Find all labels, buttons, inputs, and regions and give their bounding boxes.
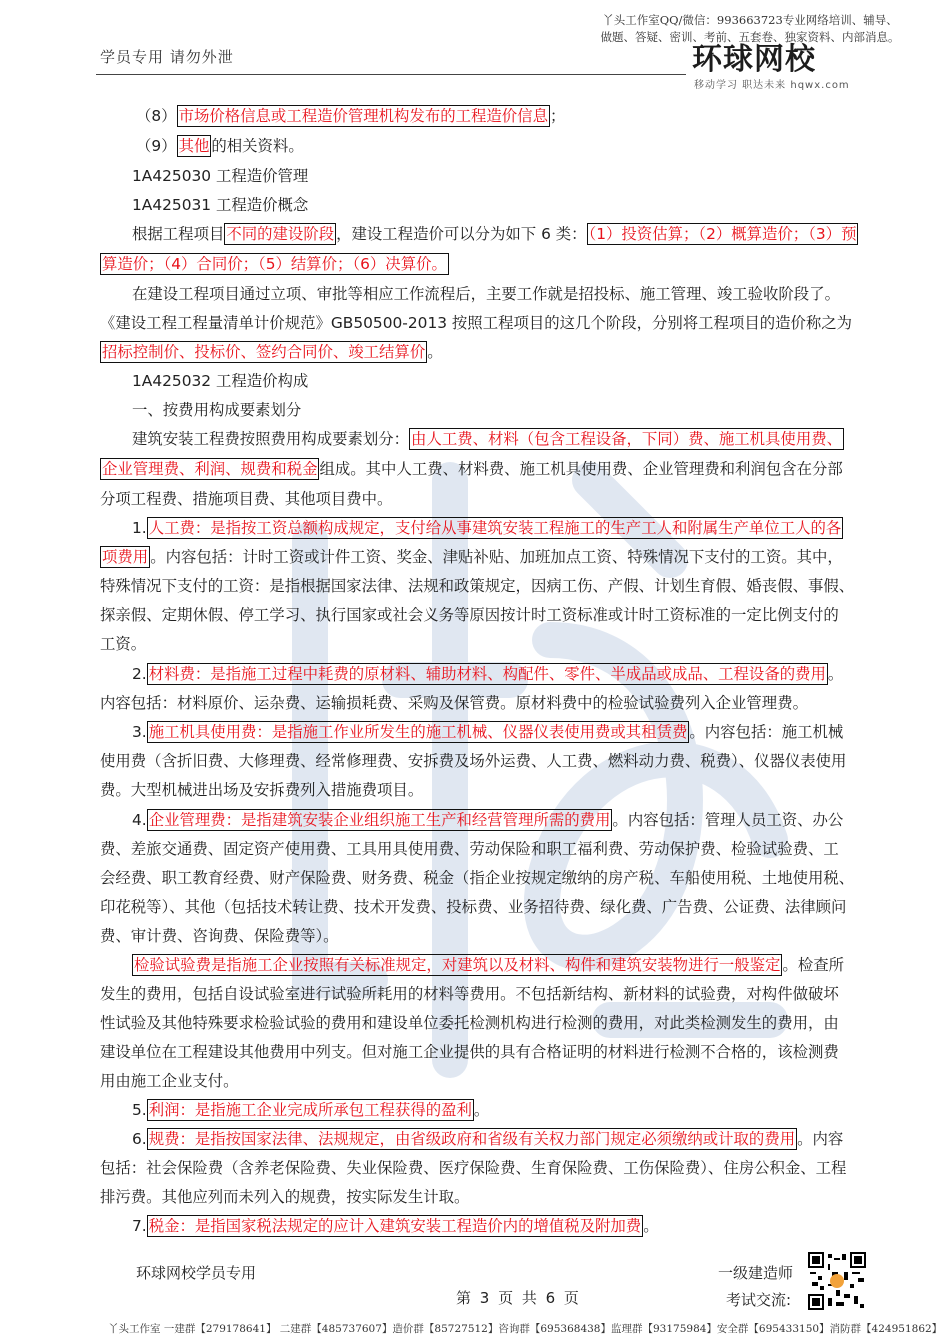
key-point: 规费：是指按国家法律、法规规定，由省级政府和省级有关权力部门规定必须缴纳或计取的费用 [148, 1130, 796, 1148]
text-line: （8） 市场价格信息或工程造价管理机构发布的工程造价信息 ； [136, 107, 566, 125]
section-heading: 一、按费用构成要素划分 [132, 401, 302, 419]
text-line: 6. 规费：是指按国家法律、法规规定，由省级政府和省级有关权力部门规定必须缴纳或计取的费用 。内容 [132, 1130, 844, 1148]
text-line: （9） 其他 的相关资料。 [136, 137, 304, 155]
text-line: 《建设工程工程量清单计价规范》GB50500-2013 按照工程项目的这几个阶段，分别将工程项目的造价称之为 [100, 314, 853, 332]
contact-line-2: 做题、答疑、密训、考前、五套卷、独家资料、内部消息。 [600, 30, 900, 44]
key-point: 企业管理费：是指建筑安装企业组织施工生产和经营管理所需的费用 [148, 811, 611, 829]
key-point: 材料费：是指施工过程中耗费的原材料、辅助材料、构配件、零件、半成品或成品、工程设备的费用 [148, 665, 826, 683]
text-line: 内容包括：材料原价、运杂费、运输损耗费、采购及保管费。原材料费中的检验试验费列入企业管理费。 [100, 694, 808, 712]
student-notice: 学员专用 请勿外泄 [100, 48, 234, 66]
text-line: 使用费（含折旧费、大修理费、经常修理费、安拆费及场外运费、人工费、燃料动力费、税费）、仪器仪表使用 [100, 752, 847, 770]
text-line: 建设单位在工程建设其他费用中列支。但对施工企业提供的具有合格证明的材料进行检测不合格的，该检测费 [100, 1043, 839, 1061]
text-line: 5. 利润：是指施工企业完成所承包工程获得的盈利 。 [132, 1101, 490, 1119]
key-point: 其他 [178, 137, 210, 155]
text-line: 建筑安装工程费按照费用构成要素划分： 由人工费、材料（包含工程设备，下同）费、施工机具使用费、 [132, 430, 842, 448]
footer-exchange-label: 考试交流: [726, 1291, 792, 1309]
section-heading: 1A425030 工程造价管理 [132, 167, 309, 185]
text-line: 排污费。其他应列而未列入的规费，按实际发生计取。 [100, 1188, 470, 1206]
text-line: 印花税等）、其他（包括技术转让费、技术开发费、投标费、业务招待费、绿化费、广告费、公证费、法律顾问 [100, 898, 847, 916]
text-line: 费。大型机械进出场及安拆费列入措施费项目。 [100, 781, 424, 799]
key-point: 企业管理费、利润、规费和税金 [102, 460, 318, 478]
text-line: 费、审计费、咨询费、保险费等）。 [100, 927, 339, 945]
key-point: 人工费：是指按工资总额构成规定，支付给从事建筑安装工程施工的生产工人和附属生产单位工人的各 [148, 519, 842, 537]
text-line: 4. 企业管理费：是指建筑安装企业组织施工生产和经营管理所需的费用 。内容包括：管理人员工资、办公 [132, 811, 844, 829]
text-line: 分项工程费、措施项目费、其他项目费中。 [100, 490, 393, 508]
page-number: 第 3 页 共 6 页 [456, 1289, 581, 1307]
header-divider [96, 74, 686, 75]
text-line: 会经费、职工教育经费、财产保险费、财务费、税金（指企业按规定缴纳的房产税、车船使用税、土地使用税、 [100, 869, 855, 887]
text-line: 3. 施工机具使用费：是指施工作业所发生的施工机械、仪器仪表使用费或其租赁费 。内容包括：施工机械 [132, 723, 844, 741]
text-line: 根据工程项目 不同的建设阶段 ，建设工程造价可以分为如下 6 类： （1）投资估算；（2）概算造价；（3）预 [132, 225, 857, 243]
text-line: 7. 税金：是指国家税法规定的应计入建筑安装工程造价内的增值税及附加费 。 [132, 1217, 659, 1235]
text-line [100, 254, 449, 274]
text-line: 企业管理费、利润、规费和税金 组成。其中人工费、材料费、施工机具使用费、企业管理费和利润包含在分部 [102, 460, 843, 478]
text-line: 包括：社会保险费（含养老保险费、失业保险费、医疗保险费、生育保险费、工伤保险费）、住房公积金、工程 [100, 1159, 847, 1177]
section-heading: 1A425031 工程造价概念 [132, 196, 309, 214]
text-line: 探亲假、定期休假、停工学习、执行国家或社会义务等原因按计时工资标准或计时工资标准的一定比例支付的 [100, 606, 839, 624]
text-line: 费、差旅交通费、固定资产使用费、工具用具使用费、劳动保险和职工福利费、劳动保护费、检验试验费、工 [100, 840, 839, 858]
key-point: 算造价；（4）合同价；（5）结算价；（6）决算价。 [102, 255, 447, 273]
key-point: 施工机具使用费：是指施工作业所发生的施工机械、仪器仪表使用费或其租赁费 [148, 723, 688, 741]
brand-logo: 环球网校 [692, 42, 816, 77]
text-line: 项费用 。内容包括：计时工资或计件工资、奖金、津贴补贴、加班加点工资、特殊情况下支付的工资。其中， [102, 548, 843, 566]
text-line: 性试验及其他特殊要求检验试验的费用和建设单位委托检测机构进行检测的费用，对此类检测发生的费用，由 [100, 1014, 839, 1032]
key-point: 招标控制价、投标价、签约合同价、竣工结算价 [102, 343, 426, 361]
brand-slogan: 移动学习 职达未来 hqwx.com [694, 80, 850, 91]
key-point: 由人工费、材料（包含工程设备，下同）费、施工机具使用费、 [411, 430, 842, 448]
text-line: 特殊情况下支付的工资：是指根据国家法律、法规和政策规定，因病工伤、产假、计划生育假、婚丧假、事假、 [100, 577, 855, 595]
text-line: 用由施工企业支付。 [100, 1072, 239, 1090]
footer-student-label: 环球网校学员专用 [136, 1264, 257, 1282]
key-point: 项费用 [102, 548, 149, 566]
key-point: 市场价格信息或工程造价管理机构发布的工程造价信息 [178, 107, 548, 125]
text-line: 2. 材料费：是指施工过程中耗费的原材料、辅助材料、构配件、零件、半成品或成品、工程设备的费用 。 [132, 665, 844, 683]
key-point: 税金：是指国家税法规定的应计入建筑安装工程造价内的增值税及附加费 [148, 1217, 642, 1235]
text-line: 招标控制价、投标价、签约合同价、竣工结算价 。 [102, 343, 443, 361]
footer-group-list: 丫头工作室 一建群【279178641】 二建群【485737607】造价群【85727512】咨询群【695368438】监理群【93175984】安全群【695433150】消防群【424951862】 [108, 1323, 943, 1335]
text-line: 在建设工程项目通过立项、审批等相应工作流程后，主要工作就是招投标、施工管理、竣工验收阶段了。 [132, 285, 840, 303]
section-heading: 1A425032 工程造价构成 [132, 372, 309, 390]
text-line: 1. 人工费：是指按工资总额构成规定，支付给从事建筑安装工程施工的生产工人和附属生产单位工人的各 [132, 519, 842, 537]
text-line: 发生的费用，包括自设试验室进行试验所耗用的材料等费用。不包括新结构、新材料的试验费，对构件做破坏 [100, 985, 839, 1003]
footer-exam-label: 一级建造师 [718, 1264, 794, 1282]
key-point: 利润：是指施工企业完成所承包工程获得的盈利 [148, 1101, 472, 1119]
qr-code-icon [808, 1252, 866, 1310]
text-line: 工资。 [100, 635, 147, 653]
contact-line-1: 丫头工作室QQ/微信：993663723专业网络培训、辅导、 [602, 13, 898, 27]
key-point: 检验试验费是指施工企业按照有关标准规定，对建筑以及材料、构件和建筑安装物进行一般鉴定 [134, 956, 781, 974]
text-line: 检验试验费是指施工企业按照有关标准规定，对建筑以及材料、构件和建筑安装物进行一般鉴定 。检查所 [134, 956, 844, 974]
key-point: 不同的建设阶段 [226, 225, 335, 243]
key-point: （1）投资估算；（2）概算造价；（3）预 [588, 225, 857, 243]
